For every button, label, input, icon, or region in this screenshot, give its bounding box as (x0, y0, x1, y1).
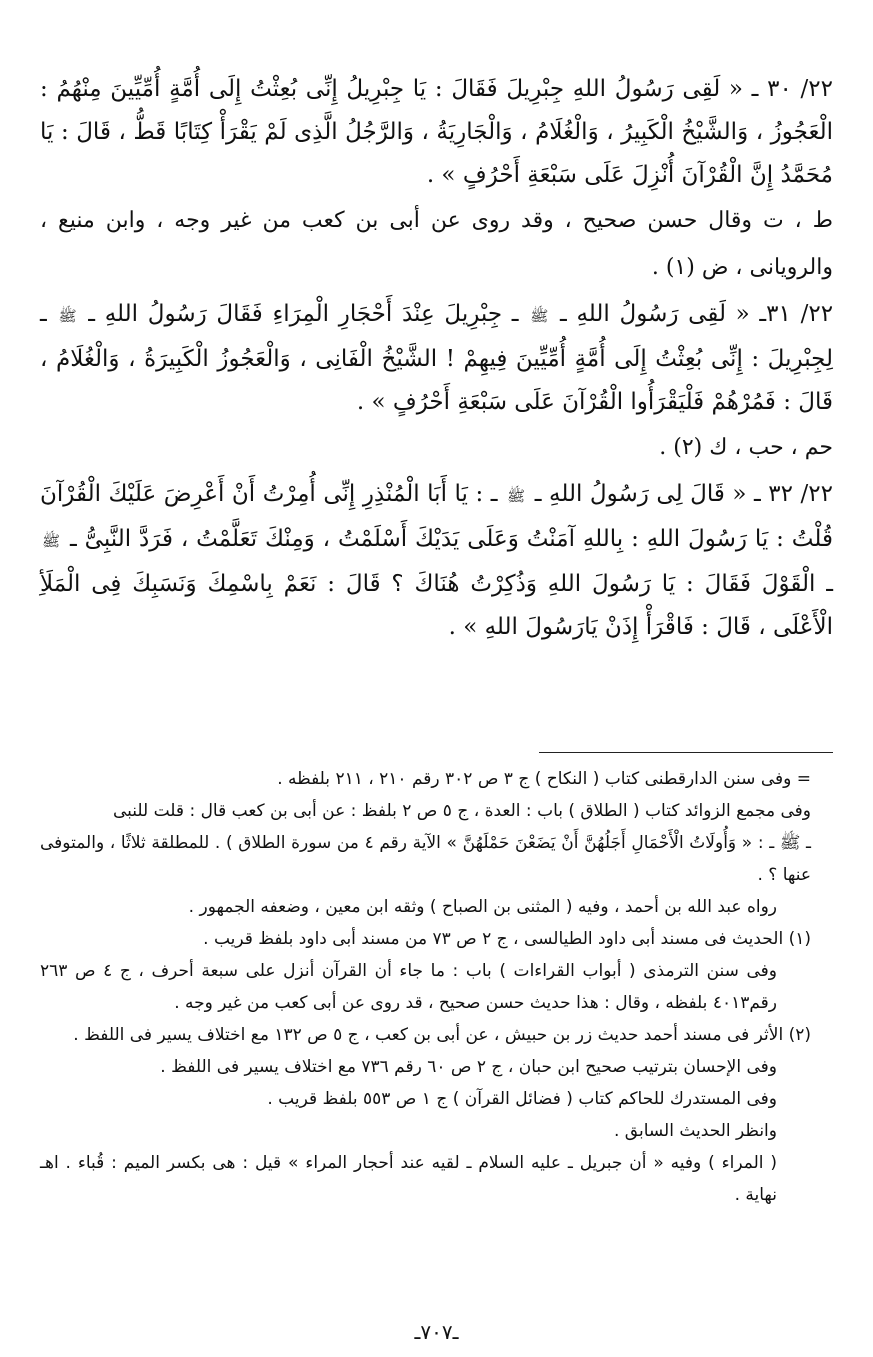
footnote-line: وفى الإحسان بترتيب صحيح ابن حبان ، ج ٢ ص ٦٠ رقم ٧٣٦ مع اختلاف يسير فى اللفظ . (160, 1057, 777, 1077)
pbuh-ligature-icon: ﷺ (507, 487, 526, 505)
footnote-line: وفى المستدرك للحاكم كتاب ( فضائل القرآن ) ج ١ ص ٥٥٣ بلفظ قريب . (267, 1089, 777, 1109)
hadith-31-source: حم ، حب ، ك (٢) . (659, 435, 833, 460)
hadith-30-source-line-1: ط ، ت وقال حسن صحيح ، وقد روى عن أبى بن كعب من غير وجه ، وابن منيع ، (40, 208, 833, 233)
footnote-line: وفى سنن الترمذى ( أبواب القراءات ) باب : ما جاء أن القرآن أنزل على سبعة أحرف ، ج ٤ ص ٢٦٣ رقم٤٠١٣ بلفظه ، وقال : هذا حديث حسن صحيح ، قد روى عن أبى كعب من غير وجه . (40, 961, 777, 1013)
hadith-30-source-line-2: والرويانى ، ض (١) . (651, 255, 833, 280)
footnote-line: وانظر الحديث السابق . (614, 1121, 777, 1141)
footnotes (40, 763, 811, 1211)
pbuh-ligature-icon: ﷺ (530, 307, 549, 325)
hadith-31 (40, 293, 833, 424)
main-text (40, 68, 833, 651)
footnote-line: ( المراء ) وفيه « أن جبريل ـ عليه السلام ـ لقيه عند أحجار المراء » قيل : هى بكسر الميم : قُباء . اهـ نهاية . (40, 1153, 777, 1205)
hadith-31-part-1: ٢٢/ ٣١ـ « لَقِى رَسُولُ اللهِ ـ (560, 301, 834, 327)
page-number: ـ٧٠٧ـ (414, 1320, 459, 1344)
footnote-line: رواه عبد الله بن أحمد ، وفيه ( المثنى بن الصباح ) وثقه ابن معين ، وضعفه الجمهور . (188, 897, 777, 917)
hadith-32-part-2: ـ : يَا أَبَا الْمُنْذِرِ إِنِّى أُمِرْتُ أَنْ أَعْرِضَ عَلَيْكَ الْقُرْآنَ قُلْتُ : يَا رَسُولَ اللهِ : بِاللهِ آمَنْتُ وَعَلَى يَدَيْكَ أَسْلَمْتُ ، وَمِنْكَ تَعَلَّمْتُ ، فَرَدَّ النَّبِىُّ ـ (40, 481, 833, 552)
hadith-32 (40, 473, 833, 649)
footnote-line: ـ ﷺ ـ : « وَأُولَاتُ الْأَحْمَالِ أَجَلُهُنَّ أَنْ يَضَعْنَ حَمْلَهُنَّ » الآية رقم ٤ من سورة الطلاق ) . للمطلقة ثلاثًا ، والمتوفى عنها ؟ . (40, 833, 811, 885)
footnote-1: (١) الحديث فى مسند أبى داود الطيالسى ، ج ٢ ص ٧٣ من مسند أبى داود بلفظ قريب . (203, 929, 811, 949)
pbuh-ligature-icon: ﷺ (42, 532, 61, 550)
hadith-31-part-3: ـ لِجِبْرِيلَ : إِنِّى بُعِثْتُ إِلَى أُمَّةٍ أُمِّيِّينَ فِيهِمْ ! الشَّيْخُ الْفَانِى ، وَالْعَجُوزُ الْكَبِيرَةُ ، وَالْغُلَامُ ، قَالَ : فَمُرْهُمْ فَلْيَقْرَأُوا الْقُرْآنَ عَلَى سَبْعَةِ أَحْرُفٍ » . (40, 301, 833, 415)
hadith-31-part-2: ـ جِبْرِيلَ عِنْدَ أَحْجَارِ الْمِرَاءِ فَقَالَ رَسُولُ اللهِ ـ (88, 301, 519, 327)
footnote-line: وفى مجمع الزوائد كتاب ( الطلاق ) باب : العدة ، ج ٥ ص ٢ بلفظ : عن أبى بن كعب قال : قلت للنبى (112, 801, 811, 821)
footnote-2: (٢) الأثر فى مسند أحمد حديث زر بن حبيش ، عن أبى بن كعب ، ج ٥ ص ١٣٢ مع اختلاف يسير فى اللفظ . (73, 1025, 811, 1045)
hadith-30: ٢٢/ ٣٠ ـ « لَقِى رَسُولُ اللهِ جِبْرِيلَ فَقَالَ : يَا جِبْرِيلُ إِنِّى بُعِثْتُ إِلَى أُمَّةٍ أُمِّيِّينَ مِنْهُمُ : الْعَجُوزُ ، وَالشَّيْخُ الْكَبِيرُ ، وَالْغُلَامُ ، وَالْجَارِيَةُ ، وَالرَّجُلُ الَّذِى لَمْ يَقْرَأْ كِتَابًا قَطُّ ، قَالَ : يَا مُحَمَّدُ إِنَّ الْقُرْآنَ أُنْزِلَ عَلَى سَبْعَةِ أَحْرُفٍ » . (40, 76, 834, 188)
pbuh-ligature-icon: ﷺ (58, 307, 77, 325)
footnote-line: = وفى سنن الدارقطنى كتاب ( النكاح ) ج ٣ ص ٣٠٢ رقم ٢١٠ ، ٢١١ بلفظه . (277, 769, 811, 789)
hadith-32-part-3: ـ الْقَوْلَ فَقَالَ : يَا رَسُولَ اللهِ وَذُكِرْتُ هُنَاكَ ؟ قَالَ : نَعَمْ بِاسْمِكَ وَنَسَبِكَ فِى الْمَلَأِ الْأَعْلَى ، قَالَ : فَاقْرَأْ إِذَنْ يَارَسُولَ اللهِ » . (40, 571, 833, 640)
hadith-32-part-1: ٢٢/ ٣٢ ـ « قَالَ لِى رَسُولُ اللهِ ـ (534, 481, 833, 507)
footnote-divider (539, 752, 833, 753)
